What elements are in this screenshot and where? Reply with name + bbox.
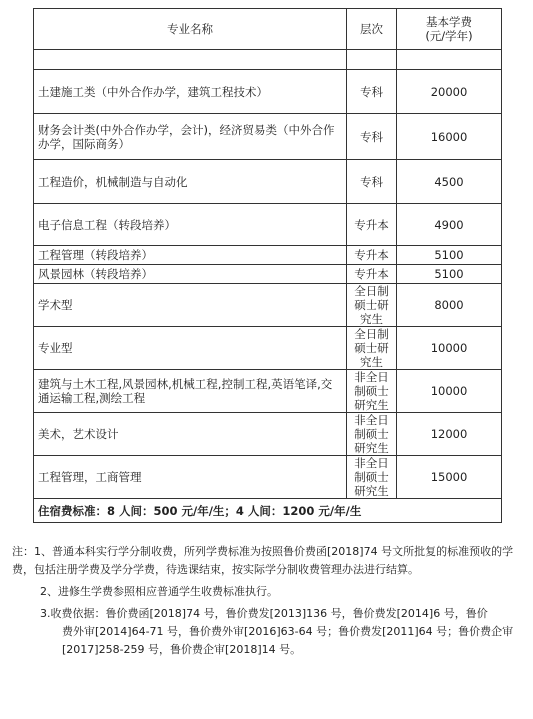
note-3 <box>12 605 518 659</box>
row-major: 电子信息工程（转段培养） <box>34 204 347 246</box>
row-level: 专科 <box>347 114 397 160</box>
row-major: 工程管理（转段培养） <box>34 246 347 265</box>
table-header-row <box>34 9 502 50</box>
table-row <box>34 204 502 246</box>
row-fee: 4500 <box>397 160 502 204</box>
row-fee: 15000 <box>397 456 502 499</box>
fee-notes <box>12 543 518 659</box>
row-level: 专升本 <box>347 246 397 265</box>
row-level: 专升本 <box>347 265 397 284</box>
header-level: 层次 <box>347 9 397 50</box>
row-major: 工程管理，工商管理 <box>34 456 347 499</box>
row-major: 专业型 <box>34 327 347 370</box>
header-fee-line2: (元/学年) <box>425 29 473 43</box>
row-level: 专科 <box>347 160 397 204</box>
row-level: 全日制硕士研究生 <box>347 284 397 327</box>
lodging-fee-text: 住宿费标准：8 人间：500 元/年/生；4 人间：1200 元/年/生 <box>34 499 502 523</box>
row-level: 全日制硕士研究生 <box>347 327 397 370</box>
row-fee: 20000 <box>397 70 502 114</box>
fee-table <box>33 8 502 523</box>
row-major: 土建施工类（中外合作办学，建筑工程技术） <box>34 70 347 114</box>
header-fee-line1: 基本学费 <box>426 15 472 29</box>
note-1: 注：1、普通本科实行学分制收费，所列学费标准为按照鲁价费函[2018]74 号文所批复的标准预收的学费，包括注册学费及学分学费，待选课结束，按实际学分制收费管理办法进行结算。 <box>12 545 514 576</box>
table-blank-row <box>34 50 502 70</box>
note-3-rest: 费外审[2014]64-71 号，鲁价费外审[2016]63-64 号；鲁价费发[2011]64 号；鲁价费企审[2017]258-259 号，鲁价费企审[2018]14 号。 <box>62 625 514 656</box>
row-fee: 4900 <box>397 204 502 246</box>
table-row <box>34 456 502 499</box>
note-3-line1: 3.收费依据：鲁价费函[2018]74 号，鲁价费发[2013]136 号，鲁价费发[2014]6 号，鲁价 <box>40 607 488 620</box>
row-major: 美术，艺术设计 <box>34 413 347 456</box>
row-fee: 12000 <box>397 413 502 456</box>
row-major: 建筑与土木工程,风景园林,机械工程,控制工程,英语笔译,交通运输工程,测绘工程 <box>34 370 347 413</box>
row-level: 非全日制硕士研究生 <box>347 413 397 456</box>
table-row <box>34 70 502 114</box>
blank-cell <box>34 50 347 70</box>
table-row <box>34 413 502 456</box>
row-fee: 5100 <box>397 246 502 265</box>
row-major: 财务会计类(中外合作办学，会计)，经济贸易类（中外合作办学，国际商务） <box>34 114 347 160</box>
row-fee: 10000 <box>397 370 502 413</box>
row-fee: 10000 <box>397 327 502 370</box>
table-row <box>34 370 502 413</box>
table-row <box>34 327 502 370</box>
row-level: 专升本 <box>347 204 397 246</box>
row-level: 非全日制硕士研究生 <box>347 456 397 499</box>
row-fee: 5100 <box>397 265 502 284</box>
header-major: 专业名称 <box>34 9 347 50</box>
table-row <box>34 160 502 204</box>
row-major: 风景园林（转段培养） <box>34 265 347 284</box>
table-row <box>34 114 502 160</box>
note-2: 2、进修生学费参照相应普通学生收费标准执行。 <box>40 585 278 598</box>
blank-cell <box>397 50 502 70</box>
blank-cell <box>347 50 397 70</box>
table-row <box>34 284 502 327</box>
row-major: 工程造价，机械制造与自动化 <box>34 160 347 204</box>
lodging-row <box>34 499 502 523</box>
row-fee: 16000 <box>397 114 502 160</box>
row-major: 学术型 <box>34 284 347 327</box>
table-row <box>34 265 502 284</box>
header-fee <box>397 9 502 50</box>
row-level: 专科 <box>347 70 397 114</box>
row-fee: 8000 <box>397 284 502 327</box>
table-row <box>34 246 502 265</box>
row-level: 非全日制硕士研究生 <box>347 370 397 413</box>
